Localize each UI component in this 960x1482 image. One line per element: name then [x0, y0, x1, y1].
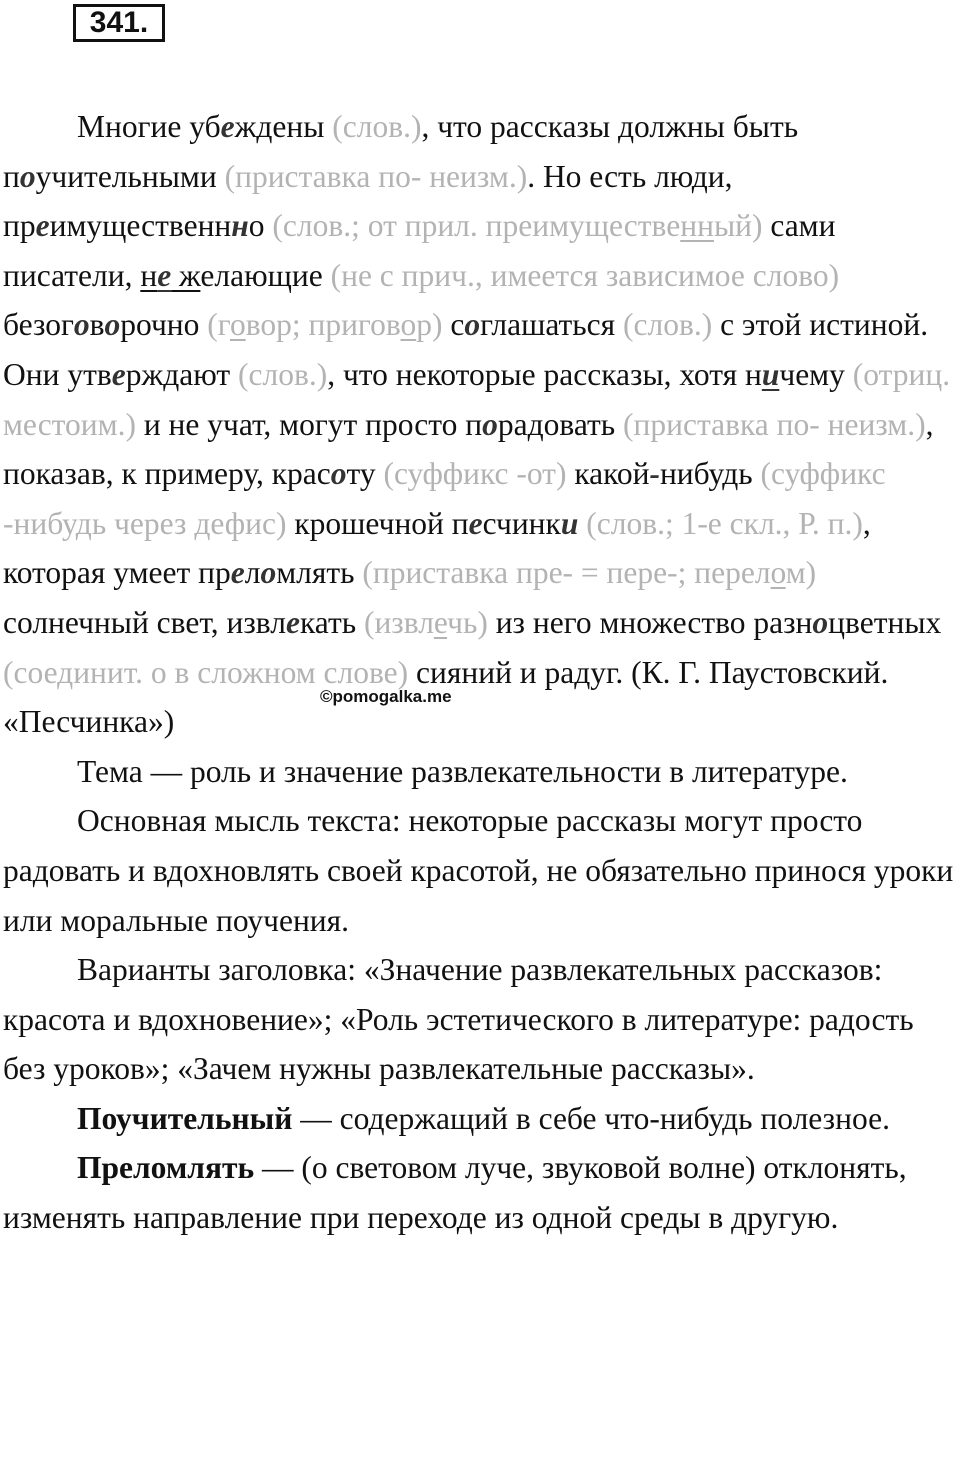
- comment: р): [416, 307, 443, 343]
- text: . Но есть люди, пр: [3, 158, 733, 244]
- text-body: [3, 102, 960, 1243]
- text: Многие уб: [77, 109, 221, 144]
- orthogram: о: [482, 406, 498, 442]
- text: л: [244, 555, 261, 591]
- comment: чь): [447, 604, 488, 640]
- comment: вор; пригов: [245, 307, 401, 343]
- comment: (не с прич., имеется зависимое слово): [330, 257, 840, 293]
- definition-term: Поучительный: [77, 1100, 293, 1136]
- orthogram: и: [761, 356, 780, 392]
- text: елающие: [200, 257, 331, 293]
- text: счинк: [482, 505, 561, 541]
- text: , которая умеет пр: [3, 505, 871, 591]
- text: из него множество разн: [487, 604, 813, 640]
- text-underlined: н: [140, 257, 158, 293]
- comment: (приставка по- неизм.): [623, 406, 926, 442]
- paragraph-main-idea: Основная мысль текста: некоторые рассказы могут просто радовать и вдохновлять своей красотой, не обязательно принося уроки или моральные поучения.: [3, 803, 954, 938]
- watermark: ©pomogalka.me: [320, 687, 452, 706]
- paragraph-theme: Тема — роль и значение развлекательности в литературе.: [77, 753, 848, 789]
- comment: (слов.; 1-е скл., Р. п.): [586, 505, 863, 541]
- text: , показав, к примеру, крас: [3, 406, 934, 492]
- comment: м): [785, 555, 817, 591]
- comment: (слов.): [238, 356, 328, 392]
- definition-term: Преломлять: [77, 1150, 255, 1186]
- text: и не учат, могут просто п: [135, 406, 483, 442]
- text: какой: [566, 456, 650, 492]
- comment: (суффикс -от): [383, 456, 567, 492]
- orthogram: и: [560, 505, 579, 541]
- orthogram: е: [157, 257, 172, 293]
- text: учительными: [35, 158, 225, 194]
- paragraph-main-text: [3, 102, 960, 747]
- definition-text: — (о световом луче, звуковой волне) отклонять, изменять направление при переходе из одной среды в другую.: [3, 1150, 907, 1236]
- text: крошечной п: [286, 505, 469, 541]
- paragraph-titles: Варианты заголовка: «Значение развлекательных рассказов: красота и вдохновение»; «Роль эстетического в литературе: радость без уроков»; «Зачем нужны развлекательные рассказы».: [3, 952, 914, 1087]
- text: солнечный свет, извл: [3, 604, 286, 640]
- comment-orthogram: о: [400, 307, 417, 343]
- text: о: [248, 208, 273, 244]
- text: нибудь: [659, 456, 761, 492]
- orthogram: о: [260, 555, 277, 591]
- text-underlined: ж: [179, 257, 201, 293]
- orthogram: е: [230, 555, 245, 591]
- text-underlined: [171, 258, 179, 293]
- comment: (соединит. о в сложном слове): [3, 654, 409, 690]
- text: ту: [346, 456, 384, 492]
- comment: ый): [713, 208, 763, 244]
- text: имущественн: [49, 208, 232, 244]
- text: цветных: [828, 604, 942, 640]
- text: , что рассказы должны быть п: [3, 109, 799, 194]
- comment: (приставка по- неизм.): [224, 158, 528, 194]
- text: с этой истиной. Они утв: [3, 307, 929, 392]
- text: рочно: [120, 307, 208, 343]
- orthogram: е: [468, 505, 483, 541]
- text: кать: [299, 604, 364, 640]
- text: глашаться: [480, 307, 624, 343]
- text: , что некоторые рассказы, хотя н: [327, 356, 762, 392]
- comment-orthogram: о: [229, 307, 246, 343]
- text: с: [442, 307, 465, 343]
- comment-orthogram: е: [433, 604, 448, 640]
- orthogram: е: [111, 356, 126, 392]
- orthogram: е: [285, 604, 300, 640]
- orthogram: о: [73, 307, 90, 343]
- text: сияний и радуг. (К. Г. Паустовский. «Песчинка»): [3, 654, 889, 740]
- text: рждают: [125, 356, 238, 392]
- exercise-number: 341.: [73, 4, 165, 42]
- paragraph-definition-1: [3, 1094, 960, 1144]
- comment: (приставка пре- = пере-; перел: [362, 555, 771, 591]
- comment: (слов.): [623, 307, 713, 343]
- comment: (отриц. местоим.): [3, 356, 951, 442]
- paragraph-definition-2: [3, 1143, 960, 1242]
- orthogram: е: [35, 208, 50, 244]
- orthogram: н: [231, 208, 249, 244]
- text: чему: [779, 356, 853, 392]
- orthogram: о: [330, 456, 347, 492]
- comment-orthogram: нн: [680, 208, 714, 244]
- comment: (слов.): [332, 109, 422, 144]
- orthogram: о: [104, 307, 121, 343]
- orthogram: е: [220, 109, 235, 144]
- comment: (слов.; от прил. преимуществе: [272, 208, 681, 244]
- text: сами писатели,: [3, 208, 836, 293]
- orthogram: о: [19, 158, 36, 194]
- orthogram: о: [812, 604, 829, 640]
- text: в: [89, 307, 105, 343]
- comment: (суффикс -нибудь через дефис): [3, 456, 886, 541]
- comment-orthogram: о: [770, 555, 786, 591]
- text: ждены: [234, 109, 333, 144]
- comment: (г: [207, 307, 230, 343]
- orthogram: -: [649, 456, 660, 492]
- text: млять: [276, 555, 363, 591]
- text: безог: [3, 307, 74, 343]
- orthogram: о: [464, 307, 481, 343]
- comment: (извл: [363, 604, 434, 640]
- definition-text: — содержащий в себе что-нибудь полезное.: [292, 1100, 890, 1136]
- text: радовать: [497, 406, 624, 442]
